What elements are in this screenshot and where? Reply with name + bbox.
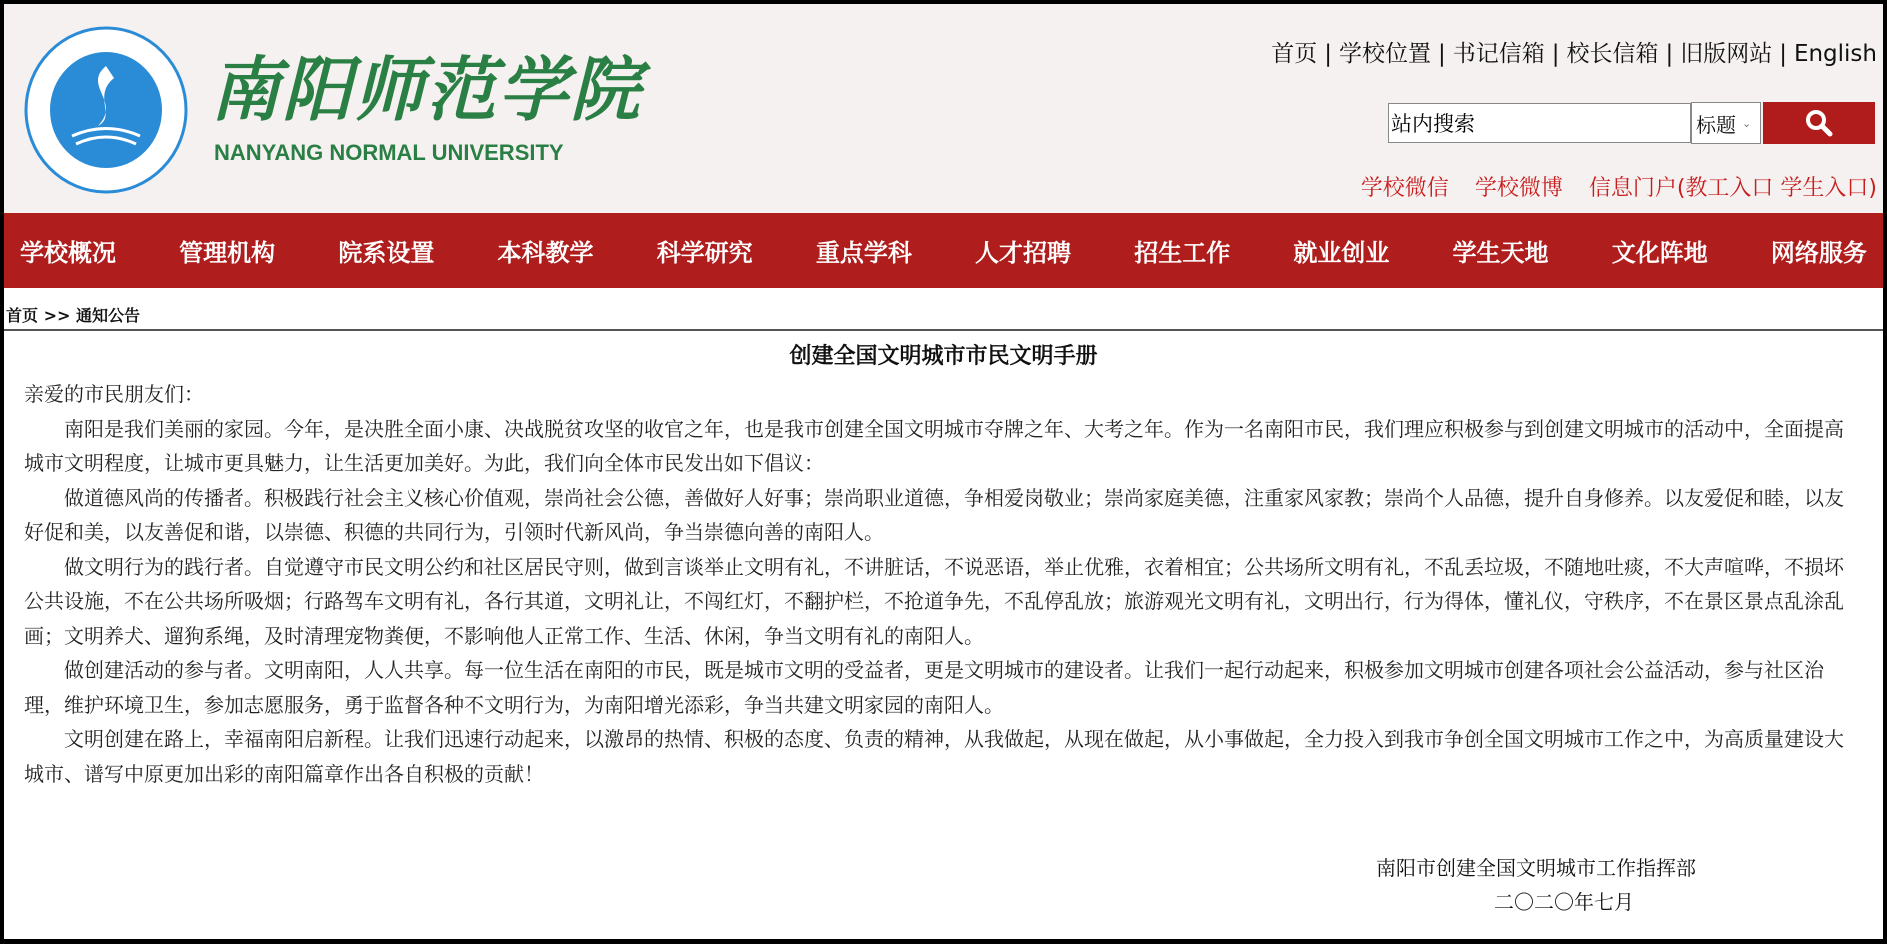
page (4, 4, 1883, 939)
logo-english-name: NANYANG NORMAL UNIVERSITY (214, 140, 564, 165)
top-link-home[interactable]: 首页 (1271, 41, 1318, 67)
separator: | (1437, 41, 1446, 67)
header (4, 4, 1883, 213)
separator: | (1324, 41, 1332, 67)
search-icon (1804, 108, 1834, 138)
article-title: 创建全国文明城市市民文明手册 (789, 344, 1098, 369)
top-link-secretary-mailbox[interactable]: 书记信箱 (1452, 41, 1545, 67)
separator: | (1779, 41, 1787, 67)
portal-links (1335, 176, 1877, 202)
link-info-portal[interactable]: 信息门户(教工入口 学生入口) (1588, 176, 1877, 201)
paragraph: 做文明行为的践行者。自觉遵守市民文明公约和社区居民守则，做到言谈举止文明有礼，不讲脏话，不说恶语，举止优雅，衣着相宜；公共场所文明有礼，不乱丢垃圾，不随地吐痰，不大声喧哗，不损坏公共设施，不在公共场所吸烟；行路驾车文明有礼，各行其道，文明礼让，不闯红灯，不翻护栏，不抢道争先，不乱停乱放；旅游观光文明有礼，文明出行，行为得体，懂礼仪，守秩序，不在景区景点乱涂乱画；文明养犬、遛狗系绳，及时清理宠物粪便，不影响他人正常工作、生活、休闲，争当文明有礼的南阳人。 (24, 554, 1844, 648)
signature-org: 南阳市创建全国文明城市工作指挥部 (1376, 856, 1696, 880)
university-seal-logo[interactable] (22, 26, 190, 194)
search-scope-select[interactable] (1691, 102, 1761, 144)
nav-item[interactable]: 科学研究 (656, 239, 753, 267)
signature (1376, 851, 1883, 919)
breadcrumb-home[interactable]: 首页 (6, 306, 39, 325)
top-link-location[interactable]: 学校位置 (1338, 41, 1431, 67)
nav-item[interactable]: 重点学科 (815, 239, 912, 267)
breadcrumb-current[interactable]: 通知公告 (75, 306, 140, 325)
search-bar (1388, 102, 1875, 144)
top-link-english[interactable]: English (1793, 41, 1877, 67)
breadcrumb-separator: >> (43, 306, 71, 325)
breadcrumb (4, 288, 1883, 329)
top-link-old-site[interactable]: 旧版网站 (1680, 41, 1773, 67)
paragraph: 做创建活动的参与者。文明南阳，人人共享。每一位生活在南阳的市民，既是城市文明的受益者，更是文明城市的建设者。让我们一起行动起来，积极参加文明城市创建各项社会公益活动，参与社区治理，维护环境卫生，参加志愿服务，勇于监督各种不文明行为，为南阳增光添彩，争当共建文明家园的南阳人。 (24, 658, 1824, 717)
greeting: 亲爱的市民朋友们： (24, 382, 204, 406)
top-links (1271, 40, 1877, 68)
link-wechat[interactable]: 学校微信 (1360, 176, 1449, 201)
paragraph: 做道德风尚的传播者。积极践行社会主义核心价值观，崇尚社会公德，善做好人好事；崇尚职业道德，争相爱岗敬业；崇尚家庭美德，注重家风家教；崇尚个人品德，提升自身修养。以友爱促和睦，以友好促和美，以友善促和谐，以崇德、积德的共同行为，引领时代新风尚，争当崇德向善的南阳人。 (24, 485, 1844, 544)
paragraph: 南阳是我们美丽的家园。今年，是决胜全面小康、决战脱贫攻坚的收官之年，也是我市创建全国文明城市夺牌之年、大考之年。作为一名南阳市民，我们理应积极参与到创建文明城市的活动中，全面提高城市文明程度，让城市更具魅力，让生活更加美好。为此，我们向全体市民发出如下倡议： (24, 416, 1844, 475)
nav-item[interactable]: 人才招聘 (975, 239, 1072, 267)
top-link-president-mailbox[interactable]: 校长信箱 (1566, 41, 1659, 67)
nav-item[interactable]: 招生工作 (1134, 239, 1231, 267)
separator: | (1551, 41, 1560, 67)
search-button[interactable] (1763, 102, 1875, 144)
separator: | (1665, 41, 1674, 67)
link-weibo[interactable]: 学校微博 (1474, 176, 1563, 201)
logo-chinese-name: 南阳师范学院 (210, 48, 642, 131)
nav-item[interactable]: 学校概况 (20, 239, 116, 267)
divider (4, 329, 1883, 331)
nav-item[interactable]: 管理机构 (179, 239, 276, 267)
nav-item[interactable]: 学生天地 (1452, 239, 1549, 267)
nav-item[interactable]: 网络服务 (1770, 239, 1867, 267)
nav-item[interactable]: 就业创业 (1293, 239, 1390, 267)
nav-item[interactable]: 本科教学 (497, 239, 594, 267)
article-body (24, 377, 1854, 791)
nav-item[interactable]: 院系设置 (338, 239, 435, 267)
paragraph: 文明创建在路上，幸福南阳启新程。让我们迅速行动起来，以激昂的热情、积极的态度、负责的精神，从我做起，从现在做起，从小事做起，全力投入到我市争创全国文明城市工作之中，为高质量建设大城市、谱写中原更加出彩的南阳篇章作出各自积极的贡献！ (24, 727, 1844, 786)
chevron-down-icon: ⌄ (1742, 116, 1752, 130)
search-scope-value: 标题 (1696, 112, 1736, 137)
main-nav (4, 213, 1883, 288)
nav-item[interactable]: 文化阵地 (1611, 239, 1708, 267)
signature-date: 二〇二〇年七月 (1494, 890, 1634, 914)
search-input[interactable] (1388, 103, 1691, 143)
